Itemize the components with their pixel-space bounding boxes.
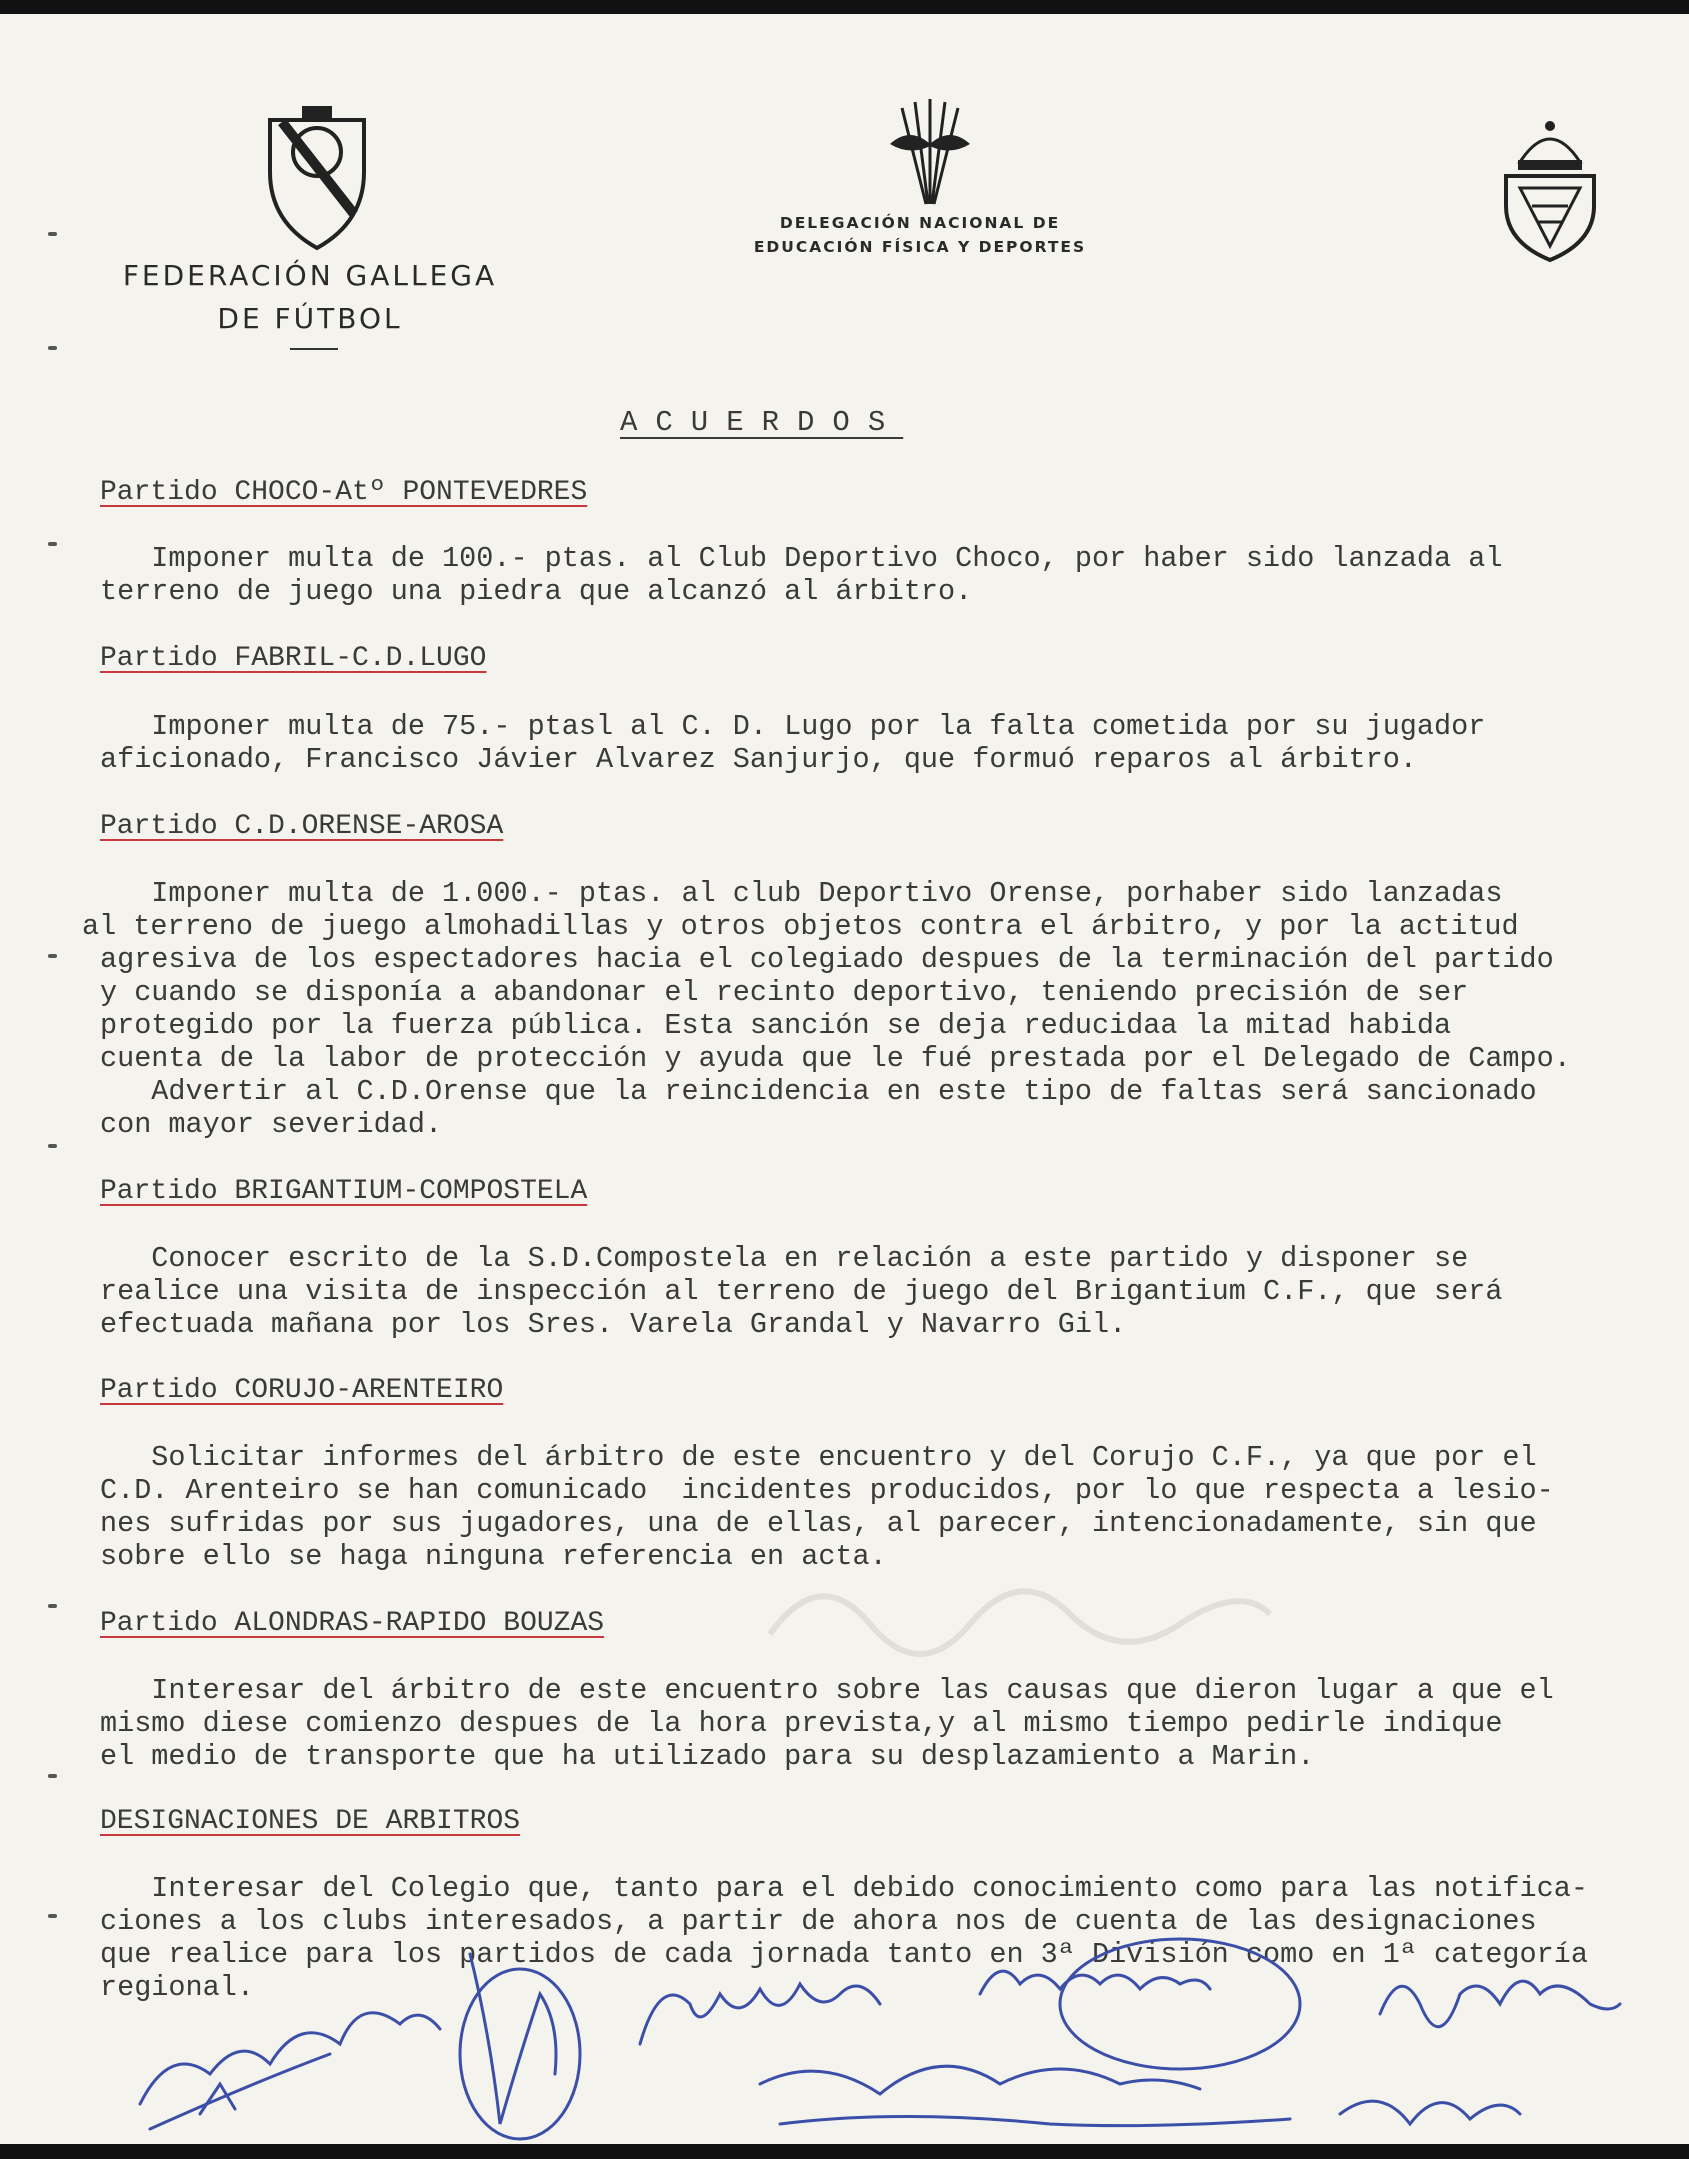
watermark-mark bbox=[760, 1544, 1280, 1674]
binder-mark bbox=[48, 1914, 57, 1918]
binder-mark bbox=[48, 1774, 57, 1778]
section-heading-choco: Partido CHOCO-Atº PONTEVEDRES bbox=[100, 477, 588, 508]
federation-rule bbox=[290, 348, 338, 350]
section-heading-brigantium: Partido BRIGANTIUM-COMPOSTELA bbox=[100, 1176, 588, 1207]
document-title: ACUERDOS bbox=[620, 406, 904, 439]
delegation-name bbox=[690, 211, 1150, 259]
signatures-picture bbox=[0, 1934, 1689, 2144]
section-line: al terreno de juego almohadillas y otros objetos contra el árbitro, y por la actitud bbox=[82, 910, 1519, 943]
binder-mark bbox=[48, 542, 57, 546]
section-line: Interesar del Colegio que, tanto para el debido conocimiento como para las notifica- bbox=[100, 1872, 1588, 1905]
section-heading-corujo: Partido CORUJO-ARENTEIRO bbox=[100, 1375, 504, 1406]
section-line: Solicitar informes del árbitro de este encuentro y del Corujo C.F., ya que por el bbox=[100, 1441, 1537, 1474]
section-line: Imponer multa de 100.- ptas. al Club Deportivo Choco, por haber sido lanzada al bbox=[100, 542, 1503, 575]
yoke-arrows-emblem-icon bbox=[880, 94, 980, 214]
binder-mark bbox=[48, 232, 57, 236]
federation-name-line2: DE FÚTBOL bbox=[217, 302, 403, 335]
binder-mark bbox=[48, 346, 57, 350]
section-line: C.D. Arenteiro se han comunicado incidentes producidos, por lo que respecta a lesio- bbox=[100, 1474, 1554, 1507]
federation-name-line1: FEDERACIÓN GALLEGA bbox=[122, 259, 498, 292]
binder-mark bbox=[48, 954, 57, 958]
section-line: Imponer multa de 1.000.- ptas. al club Deportivo Orense, porhaber sido lanzadas bbox=[100, 877, 1503, 910]
section-line: Conocer escrito de la S.D.Compostela en relación a este partido y disponer se bbox=[100, 1242, 1469, 1275]
section-line: realice una visita de inspección al terreno de juego del Brigantium C.F., que será bbox=[100, 1275, 1503, 1308]
section-heading-designaciones: DESIGNACIONES DE ARBITROS bbox=[100, 1806, 521, 1837]
federation-name bbox=[100, 254, 520, 340]
delegation-name-line2: EDUCACIÓN FÍSICA Y DEPORTES bbox=[753, 238, 1087, 256]
section-line: y cuando se disponía a abandonar el recinto deportivo, teniendo precisión de ser bbox=[100, 976, 1469, 1009]
section-line: que realice para los partidos de cada jornada tanto en 3ª División como en 1ª categoría bbox=[100, 1938, 1588, 1971]
section-line: cuenta de la labor de protección y ayuda que le fué prestada por el Delegado de Campo. bbox=[100, 1042, 1571, 1075]
section-line: agresiva de los espectadores hacia el colegiado despues de la terminación del partido bbox=[100, 943, 1554, 976]
section-line: el medio de transporte que ha utilizado para su desplazamiento a Marin. bbox=[100, 1740, 1315, 1773]
binder-mark bbox=[48, 1604, 57, 1608]
section-line: protegido por la fuerza pública. Esta sanción se deja reducidaa la mitad habida bbox=[100, 1009, 1452, 1042]
section-heading-fabril: Partido FABRIL-C.D.LUGO bbox=[100, 643, 487, 674]
section-line: efectuada mañana por los Sres. Varela Grandal y Navarro Gil. bbox=[100, 1308, 1127, 1341]
section-line: mismo diese comienzo despues de la hora prevista,y al mismo tiempo pedirle indique bbox=[100, 1707, 1503, 1740]
section-line: Advertir al C.D.Orense que la reincidencia en este tipo de faltas será sancionado bbox=[100, 1075, 1537, 1108]
section-line: Interesar del árbitro de este encuentro sobre las causas que dieron lugar a que el bbox=[100, 1674, 1554, 1707]
document-page bbox=[0, 14, 1689, 2144]
section-line: ciones a los clubs interesados, a partir de ahora nos de cuenta de las designaciones bbox=[100, 1905, 1537, 1938]
section-line: Imponer multa de 75.- ptasl al C. D. Lugo por la falta cometida por su jugador bbox=[100, 710, 1486, 743]
section-line: nes sufridas por sus jugadores, una de ellas, al parecer, intencionadamente, sin que bbox=[100, 1507, 1537, 1540]
section-line: terreno de juego una piedra que alcanzó al árbitro. bbox=[100, 575, 973, 608]
crowned-crest-icon bbox=[1498, 114, 1602, 264]
section-line: sobre ello se haga ninguna referencia en acta. bbox=[100, 1540, 887, 1573]
section-heading-alondras: Partido ALONDRAS-RAPIDO BOUZAS bbox=[100, 1608, 605, 1639]
section-line: regional. bbox=[100, 1971, 254, 2004]
section-heading-orense: Partido C.D.ORENSE-AROSA bbox=[100, 811, 504, 842]
delegation-name-line1: DELEGACIÓN NACIONAL DE bbox=[779, 214, 1061, 232]
federation-shield-icon bbox=[262, 102, 372, 252]
section-line: con mayor severidad. bbox=[100, 1108, 443, 1141]
section-line: aficionado, Francisco Jávier Alvarez Sanjurjo, que formuó reparos al árbitro. bbox=[100, 743, 1417, 776]
binder-mark bbox=[48, 1144, 57, 1148]
